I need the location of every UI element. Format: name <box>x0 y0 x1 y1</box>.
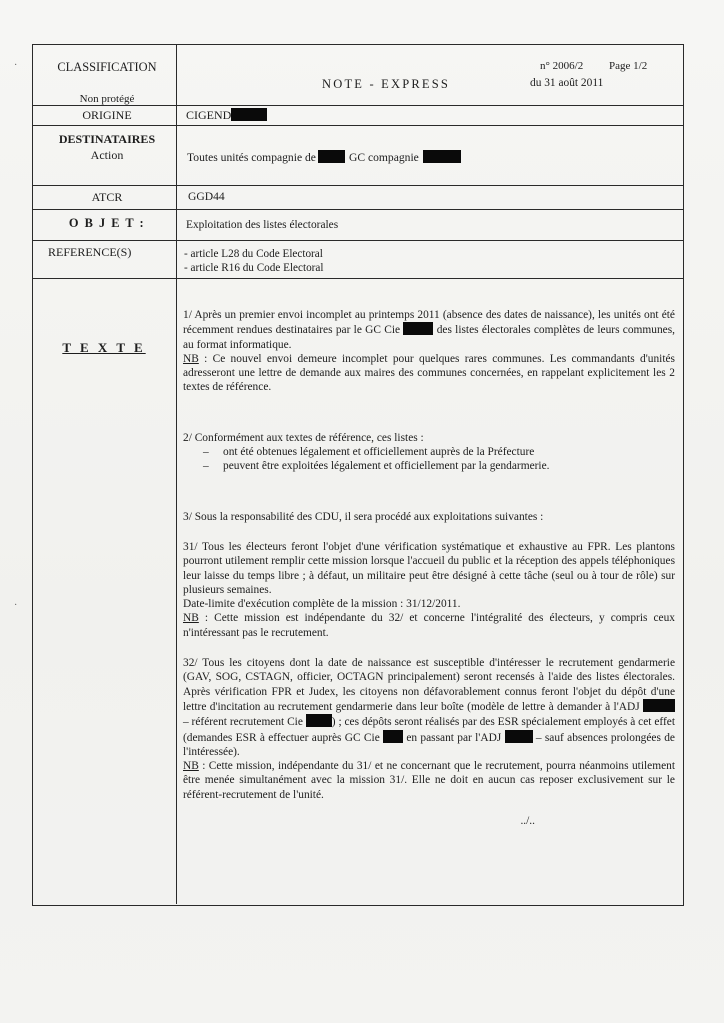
reference-2: - article R16 du Code Electoral <box>184 262 324 274</box>
row-divider <box>32 278 684 279</box>
nb-text: : Ce nouvel envoi demeure incomplet pour quelques rares communes. Les commandants d'unités adresseront une lettre de demande aux maires des communes concernées, en rappelant explicitement les 2 textes de référence. <box>183 352 675 394</box>
spacer <box>183 640 675 656</box>
note-number: n° 2006/2 <box>540 60 584 72</box>
nb-label: NB <box>183 612 199 625</box>
row-divider <box>32 125 684 126</box>
origine-text: CIGEND <box>186 108 232 122</box>
objet-label: O B J E T : <box>68 216 146 230</box>
body-text <box>183 308 675 828</box>
redaction <box>318 150 345 163</box>
nb-text: : Cette mission est indépendante du 32/ et concerne l'intégralité des électeurs, y compris ceux n'intéressant pas le recrutement. <box>183 612 675 639</box>
classification-value: Non protégé <box>79 93 135 105</box>
spacer <box>183 802 675 814</box>
redaction <box>306 714 332 727</box>
document-title: NOTE - EXPRESS <box>322 77 451 91</box>
paragraph-3-intro: 3/ Sous la responsabilité des CDU, il sera procédé aux exploitations suivantes : <box>183 510 544 523</box>
atcr-value: GGD44 <box>188 190 225 203</box>
list-item: – peuvent être exploitées légalement et officiellement par la gendarmerie. <box>183 459 675 473</box>
nb-label: NB <box>183 760 199 773</box>
spacer <box>183 524 675 540</box>
action-label: Action <box>90 148 124 162</box>
continuation-mark: ../.. <box>520 815 535 828</box>
redaction <box>505 730 533 743</box>
reference-label: REFERENCE(S) <box>48 245 132 259</box>
row-divider <box>32 240 684 241</box>
origine-value <box>186 108 267 122</box>
row-divider <box>32 209 684 210</box>
p32-text-adj: en passant par l'ADJ <box>406 731 502 744</box>
spacer <box>183 474 675 510</box>
column-divider <box>176 44 177 904</box>
paragraph-32 <box>183 656 675 759</box>
redaction <box>231 108 267 121</box>
p32-text-referent: – référent recrutement Cie <box>183 716 303 729</box>
page-indicator: Page 1/2 <box>609 60 648 72</box>
atcr-label: ATCR <box>91 190 123 204</box>
redaction <box>403 322 433 335</box>
row-divider <box>32 185 684 186</box>
p32-text: 32/ Tous les citoyens dont la date de naissance est susceptible d'intéresser le recrutement gendarmerie (GAV, SOG, CSTAGN, officier, OCTAGN principalement) seront recensés à l'aide des listes électorales. Après vérification FPR et Judex, les citoyens non défavorablement connus feront l'objet du dépôt d'une lettre d'incitation au recrutement gendarmerie dans leur boîte (modèle de lettre à demander à l'ADJ <box>183 657 675 713</box>
note-date: du 31 août 2011 <box>530 77 604 89</box>
spacer <box>183 395 675 431</box>
classification-label: CLASSIFICATION <box>57 60 157 74</box>
redaction <box>423 150 461 163</box>
nb-text: : Cette mission, indépendante du 31/ et ne concernant que le recrutement, pourra néanmoins utilement être menée simultanément avec la mission 31/. Elle ne doit en aucun cas reposer exclusivement sur le référent-recrutement de l'unité. <box>183 760 675 801</box>
scan-speck: · <box>14 600 18 611</box>
scan-speck: · <box>14 60 18 71</box>
paragraph-1-nb <box>183 352 675 395</box>
reference-1: - article L28 du Code Electoral <box>184 248 323 260</box>
paragraph-31-nb <box>183 611 675 640</box>
paragraph-31: 31/ Tous les électeurs feront l'objet d'une vérification systématique et exhaustive au FPR. Les plantons pourront utilement remplir cette mission lorsque l'accueil du public et la réception des appels téléphoniques leur laisse du temps libre ; à défaut, un militaire peut être désigné à cette tâche (seul ou à tour de rôle) sur plusieurs semaines. <box>183 540 675 596</box>
destinataires-label: DESTINATAIRES <box>58 132 156 146</box>
origine-label: ORIGINE <box>82 108 132 122</box>
p1-text-cont: des listes électorales complètes de leurs communes, au format informatique. <box>183 324 675 351</box>
redaction <box>643 699 675 712</box>
paragraph-32-nb <box>183 759 675 802</box>
texte-label: T E X T E <box>62 340 146 355</box>
paragraph-2-list <box>183 445 675 474</box>
action-text-gc: GC compagnie <box>348 151 419 164</box>
nb-label: NB <box>183 352 199 365</box>
p32-text-end: – sauf absences prolongées de l'intéressée). <box>183 731 675 758</box>
action-value <box>187 150 461 165</box>
paragraph-2-intro: 2/ Conformément aux textes de référence, ces listes : <box>183 431 424 444</box>
objet-value: Exploitation des listes électorales <box>186 219 339 231</box>
list-item: – ont été obtenues légalement et officiellement auprès de la Préfecture <box>183 445 675 459</box>
p1-text: 1/ Après un premier envoi incomplet au printemps 2011 (absence des dates de naissance), les unités ont été récemment rendues destinataires par le GC Cie <box>183 309 675 337</box>
redaction <box>383 730 403 743</box>
action-text: Toutes unités compagnie de <box>187 151 316 164</box>
paragraph-31-deadline: Date-limite d'exécution complète de la mission : 31/12/2011. <box>183 598 461 611</box>
paragraph-1 <box>183 308 675 352</box>
p32-text-esr: ) ; ces dépôts seront réalisés par des ESR spécialement employés à cet effet (demandes ESR à effectuer auprès GC Cie <box>183 716 675 744</box>
